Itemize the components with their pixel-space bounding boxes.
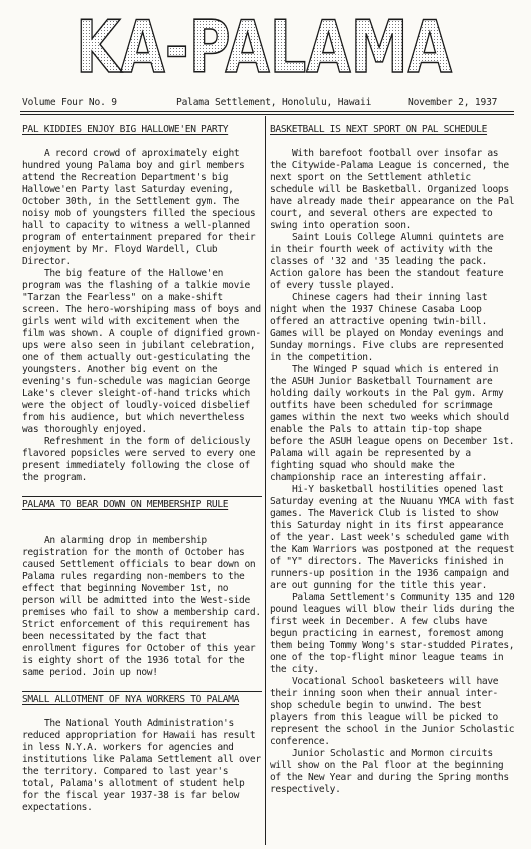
- headline-basketball: BASKETBALL IS NEXT SPORT ON PAL SCHEDULE: [270, 124, 488, 135]
- headline-membership-rule: PALAMA TO BEAR DOWN ON MEMBERSHIP RULE: [22, 499, 229, 510]
- header-rule: [20, 111, 514, 112]
- article-halloween-paragraph: A record crowd of aproximately eight hundred young Palama boy and girl members attend the Recreation Department's big Hallowe'en Party last Saturday evening, October 30th, in the Settlement gym. The noisy mob of youngsters filled the specious hall to capacity to witness a well-planned program of entertainment prepared for their enjoyment by Mr. Floyd Wardell, Club Director.: [22, 148, 256, 267]
- headline-halloween-party: PAL KIDDIES ENJOY BIG HALLOWE'EN PARTY: [22, 124, 229, 135]
- article-basketball-paragraph: With barefoot football over insofar as the Citywide-Palama League is concerned, the next sport on the Settlement athletic schedule will be Basketball. Organized loops have already made their appearance on the Pal court, and several others are expected to swing into operation soon.: [270, 148, 515, 231]
- right-column: [270, 124, 518, 796]
- issue-place: Palama Settlement, Honolulu, Hawaii: [176, 97, 372, 108]
- article-basketball-paragraph: Palama Settlement's Community 135 and 120 pound leagues will blow their lids during the first week in December. A few clubs have begun practicing in earnest, foremost among them being Tommy Wong's star-studded Pirates, one of the top-flight minor league teams in the city.: [270, 592, 515, 675]
- article-basketball-paragraph: Saint Louis College Alumni quintets are in their fourth week of activity with the classes of '32 and '35 leading the pack. Action galore has been the standout feature of every tussle played.: [270, 232, 504, 291]
- svg-text:KA-PALAMA: KA-PALAMA: [76, 5, 453, 89]
- left-column: [22, 124, 262, 814]
- article-basketball-paragraph: Vocational School basketeers will have their inning soon when their annual inter-shop schedule begin to unwind. The best players from this league will be picked to represent the school in the Junior Scholastic conference.: [270, 676, 515, 747]
- article-halloween-paragraph: The big feature of the Hallowe'en program was the flashing of a talkie movie "Tarzan the Fearless" on a make-shift screen. The hero-worshiping mass of boys and girls went wild with excitement when the film was shown. A couple of dignified grown-ups were also seen in jubilant celebration, one of them actually out-gesticulating the youngsters. Another big event on the evening's fun-schedule was magician George Lake's clever sleight-of-hand tricks which were the object of loudly-voiced disbelief from his audience, but which nevertheless was thoroughly enjoyed.: [22, 268, 261, 435]
- headline-nya-workers: SMALL ALLOTMENT OF NYA WORKERS TO PALAMA: [22, 694, 240, 705]
- article-basketball-paragraph: Junior Scholastic and Mormon circuits will show on the Pal floor at the beginning of the New Year and during the Spring months respectively.: [270, 748, 509, 795]
- issue-date: November 2, 1937: [408, 97, 498, 108]
- article-basketball-paragraph: Chinese cagers had their inning last night when the 1937 Chinese Casaba Loop offered an attractive opening twin-bill. Games will be played on Monday evenings and Sunday mornings. Five clubs are represented in the competition.: [270, 292, 504, 363]
- issue-volume: Volume Four No. 9: [22, 97, 117, 108]
- article-nya-paragraph: The National Youth Administration's reduced appropriation for Hawaii has result in less N.Y.A. workers for agencies and institutions like Palama Settlement all over the territory. Compared to last year's total, Palama's allotment of student help for the fiscal year 1937-38 is far below expectations.: [22, 718, 261, 813]
- masthead-title: [70, 2, 458, 88]
- article-basketball-paragraph: The Winged P squad which is entered in the ASUH Junior Basketball Tournament are holding daily workouts in the Pal gym. Army outfits have been scheduled for scrimmage games within the next two weeks which should enable the Pals to attain tip-top shape before the ASUH league opens on December 1st. Palama will again be represented by a fighting squad who should make the championship race an interesting affair.: [270, 364, 515, 483]
- article-basketball-paragraph: Hi-Y basketball hostilities opened last Saturday evening at the Nuuanu YMCA with fast games. The Maverick Club is listed to show this Saturday night in its first appearance of the year. Last week's scheduled game with the Kam Warriors was postponed at the request of "Y" directors. The Mavericks finished in runners-up position in the 1936 campaign and are out gunning for the title this year.: [270, 484, 515, 591]
- article-halloween-paragraph: Refreshment in the form of deliciously flavored popsicles were served to every one present immediately following the close of the program.: [22, 436, 256, 483]
- column-divider: [265, 116, 266, 845]
- article-membership-paragraph: An alarming drop in membership registration for the month of October has caused Settlement officials to bear down on Palama rules regarding non-members to the effect that beginning November 1st, no person will be admitted into the West-side premises who fail to show a membership card. Strict enforcement of this requirement has been necessitated by the fact that enrollment figures for October of this year is eighty short of the 1936 total for the same period. Join up now!: [22, 535, 261, 678]
- header-rule-secondary: [20, 114, 514, 115]
